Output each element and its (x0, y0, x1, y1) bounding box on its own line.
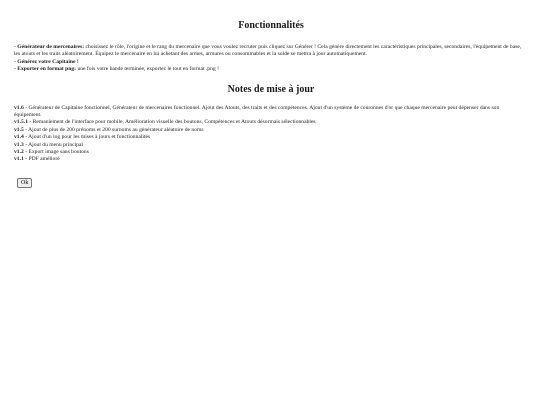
release-version: v1.3 (14, 141, 24, 148)
release-notes-title: Notes de mise à jour (227, 83, 315, 95)
release-note-item (14, 134, 528, 141)
release-notes-list (14, 105, 528, 164)
release-version: v1.4 (14, 134, 24, 141)
release-version: v1.1 (14, 156, 24, 163)
release-text: - PDF amélioré (23, 156, 60, 163)
feature-item-mercenary-generator (14, 44, 528, 59)
release-text: - Ajout d'un log pour les mises à jours et fonctionnalités (23, 134, 151, 141)
release-note-item (14, 156, 528, 163)
features-title: Fonctionnalités (238, 20, 304, 31)
feature-label: - Générateur de mercenaires: (14, 44, 85, 50)
release-text: - Ajout de plus de 200 prénoms et 200 surnoms au générateur aléatoire de noms (23, 126, 204, 133)
release-version: v1.2 (14, 149, 24, 156)
feature-label: - Exporter en format png: (14, 66, 77, 73)
release-version: v1.5.1 (14, 119, 28, 126)
feature-label: - Générez votre Capitaine ! (14, 58, 79, 65)
feature-item-export-png (14, 66, 528, 73)
feature-text: une fois votre bande terminée, exportez le tout en format .png ! (76, 66, 219, 73)
release-version: v1.5 (14, 126, 24, 133)
release-text: - Générateur de Capitaine fonctionnel, Générateur de mercenaires fonctionnel. Ajout des Atouts, des traits et des compétences. Ajout d'un système de couronnes d'or que chaque mercenaire peut dépenser dans son équipement. (14, 104, 500, 119)
release-text: - Export image sans boutons (23, 149, 89, 156)
release-text: - Ajout du menu principal (23, 141, 83, 148)
release-version: v1.6 (14, 104, 24, 111)
release-text: - Remaniement de l'interface pour mobile, Amélioration visuelle des boutons, Compétences et Atouts désormais sélectionnables (27, 119, 316, 126)
release-note-item (14, 142, 528, 149)
release-note-item (14, 105, 528, 120)
features-list (14, 44, 528, 74)
release-note-item (14, 149, 528, 156)
release-note-item (14, 119, 528, 126)
feature-text: choisissez le rôle, l'origine et le rang du mercenaire que vous voulez recruter puis cliquez sur Générer ! Cela génère directement les caractéristiques principales, secondaires, l'équipement de base, les atouts et les traits aléatoirement. Équipez le mercenaire en lui achetant des armes, armures ou consommables et la solde se mettra à jour automatiquement. (14, 44, 522, 58)
ok-button[interactable]: Ok (17, 178, 32, 188)
